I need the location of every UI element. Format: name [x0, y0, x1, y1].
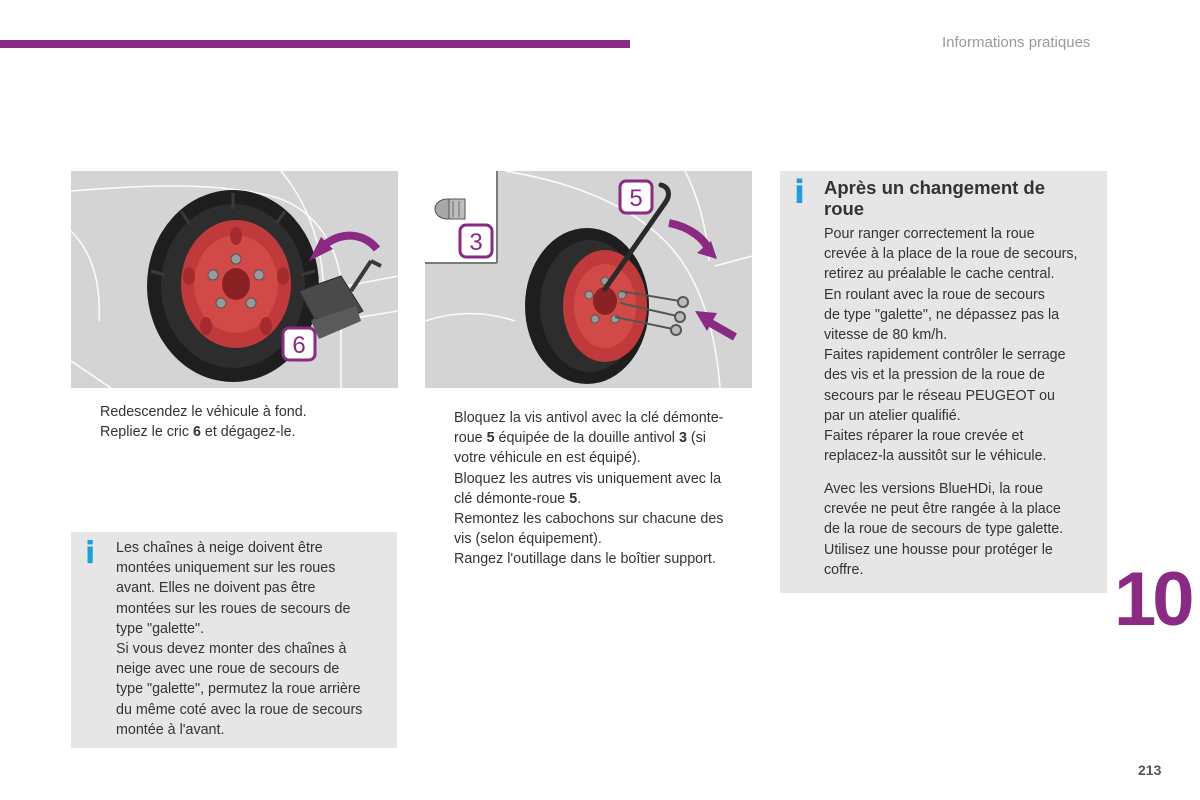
- rotate-arrow: [669, 223, 709, 251]
- callout-6: [283, 328, 315, 360]
- info-icon: i: [85, 536, 96, 571]
- list-item: Repliez le cric 6 et dégagez-le.: [100, 424, 296, 441]
- info-icon: i: [794, 173, 805, 211]
- callout-6-label: 6: [292, 332, 306, 359]
- after-change-text: Pour ranger correctement la roue crevée à la place de la roue de secours, retirez au préalable le cache central. En roulant avec la roue de secours de type "galette", ne dépassez pas la vitesse de 80 km/h. Faites rapidement contrôler le serrage des vis et la pression de la roue de secours par le réseau PEUGEOT ou par un atelier qualifié. Faites réparer la roue crevée et replacez-la aussitôt sur le véhicule.: [824, 226, 1078, 465]
- callout-3-label: 3: [469, 229, 483, 256]
- snow-chains-text: Les chaînes à neige doivent être montées uniquement sur les roues avant. Elles ne doivent pas être montées sur les roues de secours de type "galette". Si vous devez monter des chaînes à neige avec une roue de secours de type "galette", permutez la roue arrière du même coté avec la roue de secours montée à l'avant.: [116, 540, 363, 738]
- list-item: Rangez l'outillage dans le boîtier support.: [454, 551, 716, 568]
- wheel-jack-drawing: [71, 171, 398, 388]
- list-item: Bloquez les autres vis uniquement avec la clé démonte-roue 5.: [454, 470, 722, 507]
- antitheft-socket-icon: [435, 199, 465, 219]
- left-steps-list: [71, 402, 397, 442]
- illustration-wheel-wrench: [425, 171, 752, 388]
- callout-5-label: 5: [629, 185, 643, 212]
- list-item: Bloquez la vis antivol avec la clé démonte- roue 5 équipée de la douille antivol 3 (si votre véhicule en est équipé).: [454, 410, 724, 467]
- snow-chains-info-box: [71, 532, 397, 748]
- section-title: Informations pratiques: [942, 34, 1091, 51]
- callout-5: [620, 181, 652, 213]
- bluehdi-text: Avec les versions BlueHDi, la roue crevée ne peut être rangée à la place de la roue de secours de type galette. Utilisez une housse pour protéger le coffre.: [824, 481, 1064, 578]
- info-box-title: Après un changement de roue: [824, 177, 1046, 219]
- after-wheel-change-info-box: [780, 171, 1107, 593]
- chapter-number: 10: [1114, 557, 1191, 642]
- illustration-wheel-jack: [71, 171, 398, 388]
- list-item: Redescendez le véhicule à fond.: [100, 404, 307, 420]
- wheel-wrench-drawing: [425, 171, 752, 388]
- page-number: 213: [1138, 762, 1162, 778]
- list-item: Remontez les cabochons sur chacune des vis (selon équipement).: [454, 511, 724, 548]
- header-accent-bar: [0, 40, 630, 48]
- callout-3: [460, 225, 492, 257]
- middle-steps-list: [425, 408, 760, 570]
- rim: [181, 220, 291, 348]
